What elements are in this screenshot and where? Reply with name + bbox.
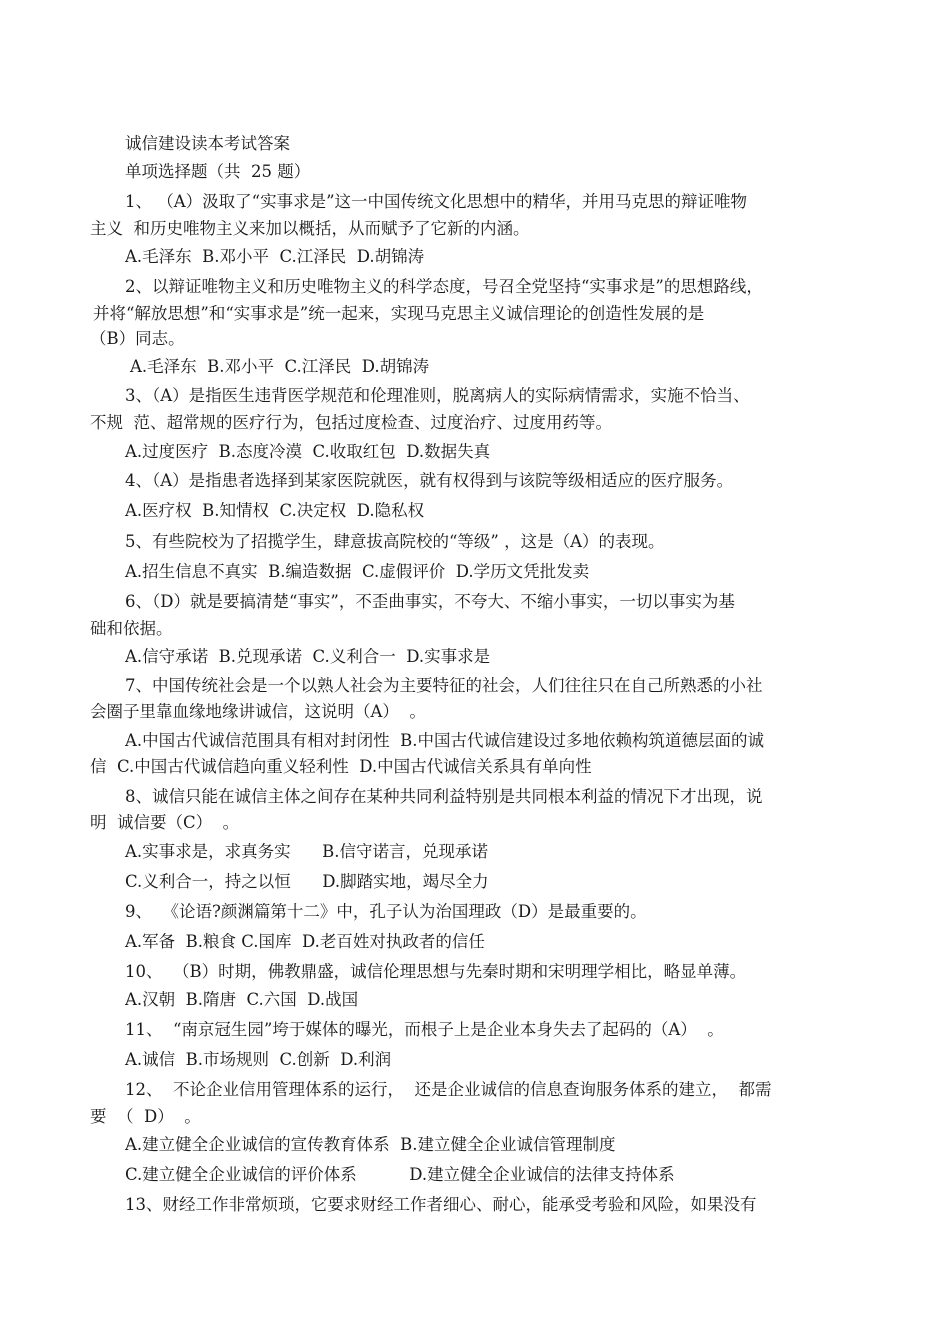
text-line: A.招生信息不真实 B.编造数据 C.虚假评价 D.学历文凭批发卖: [125, 562, 590, 581]
text-line: A.过度医疗 B.态度冷漠 C.收取红包 D.数据失真: [125, 442, 491, 461]
text-line: 3、（A）是指医生违背医学规范和伦理准则，脱离病人的实际病情需求，实施不恰当、: [125, 386, 750, 405]
text-line: A.诚信 B.市场规则 C.创新 D.利润: [125, 1050, 392, 1069]
text-line: 6、（D）就是要搞清楚“事实”，不歪曲事实，不夸大、不缩小事实，一切以事实为基: [125, 592, 735, 611]
text-line: 5、有些院校为了招揽学生，肆意拔高院校的“等级” ，这是（A）的表现。: [125, 532, 665, 551]
text-line: 12、 不论企业信用管理体系的运行， 还是企业诚信的信息查询服务体系的建立， 都需: [125, 1080, 772, 1099]
text-line: 信 C.中国古代诚信趋向重义轻利性 D.中国古代诚信关系具有单向性: [90, 757, 592, 776]
text-line: 13、财经工作非常烦琐，它要求财经工作者细心、耐心，能承受考验和风险，如果没有: [125, 1195, 757, 1214]
text-line: 7、中国传统社会是一个以熟人社会为主要特征的社会，人们往往只在自己所熟悉的小社: [125, 676, 763, 695]
text-line: 11、 “南京冠生园”垮于媒体的曝光，而根子上是企业本身失去了起码的（A） 。: [125, 1020, 724, 1039]
text-line: 4、（A）是指患者选择到某家医院就医，就有权得到与该院等级相适应的医疗服务。: [125, 471, 734, 490]
text-line: C.建立健全企业诚信的评价体系 D.建立健全企业诚信的法律支持体系: [125, 1165, 675, 1184]
text-line: A.毛泽东 B.邓小平 C.江泽民 D.胡锦涛: [125, 247, 425, 266]
section-heading: 单项选择题（共 25 题）: [125, 162, 311, 181]
text-line: 10、 （B）时期，佛教鼎盛，诚信伦理思想与先秦时期和宋明理学相比，略显单薄。: [125, 962, 747, 981]
text-line: 要 （ D） 。: [90, 1107, 201, 1126]
text-line: 9、 《论语?颜渊篇第十二》中，孔子认为治国理政（D）是最重要的。: [125, 902, 647, 921]
text-line: 会圈子里靠血缘地缘讲诚信，这说明（A） 。: [90, 702, 426, 721]
text-line: A.实事求是，求真务实 B.信守诺言，兑现承诺: [125, 842, 488, 861]
text-line: A.中国古代诚信范围具有相对封闭性 B.中国古代诚信建设过多地依赖构筑道德层面的诚: [125, 731, 765, 750]
document-title: 诚信建设读本考试答案: [125, 134, 290, 153]
text-line: 8、诚信只能在诚信主体之间存在某种共同利益特别是共同根本利益的情况下才出现，说: [125, 787, 763, 806]
text-line: 主义 和历史唯物主义来加以概括，从而赋予了它新的内涵。: [90, 219, 530, 238]
text-line: （B）同志。: [90, 329, 185, 348]
text-line: 础和依据。: [90, 619, 173, 638]
text-line: C.义利合一，持之以恒 D.脚踏实地，竭尽全力: [125, 872, 489, 891]
text-line: 不规 范、超常规的医疗行为，包括过度检查、过度治疗、过度用药等。: [90, 413, 612, 432]
text-line: 2、以辩证唯物主义和历史唯物主义的科学态度，号召全党坚持“实事求是”的思想路线，: [125, 277, 763, 296]
text-line: 明 诚信要（C） 。: [90, 813, 240, 832]
text-line: A.医疗权 B.知情权 C.决定权 D.隐私权: [125, 501, 425, 520]
text-line: A.军备 B.粮食 C.国库 D.老百姓对执政者的信任: [125, 932, 485, 951]
text-line: A.毛泽东 B.邓小平 C.江泽民 D.胡锦涛: [130, 357, 430, 376]
text-line: A.信守承诺 B.兑现承诺 C.义利合一 D.实事求是: [125, 647, 491, 666]
text-line: A.建立健全企业诚信的宣传教育体系 B.建立健全企业诚信管理制度: [125, 1135, 616, 1154]
text-line: A.汉朝 B.隋唐 C.六国 D.战国: [125, 990, 359, 1009]
text-line: 1、 （A）汲取了“实事求是”这一中国传统文化思想中的精华，并用马克思的辩证唯物: [125, 192, 748, 211]
text-line: 并将“解放思想”和“实事求是”统一起来，实现马克思主义诚信理论的创造性发展的是: [93, 304, 705, 323]
